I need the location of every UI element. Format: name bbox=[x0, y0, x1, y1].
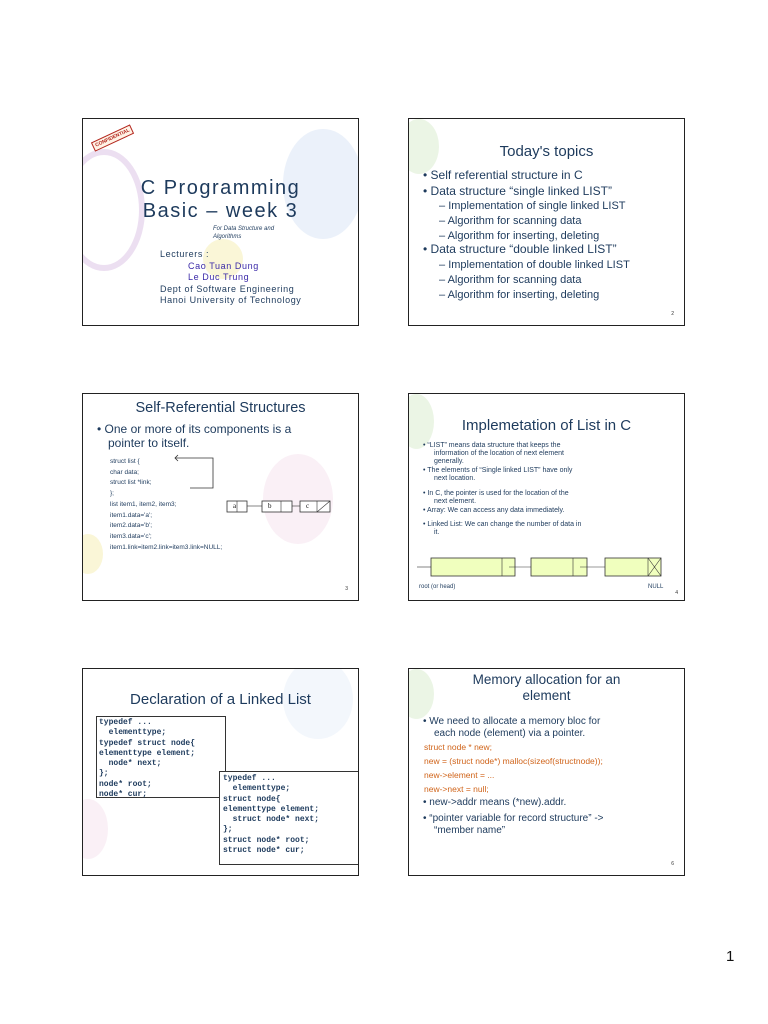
university: Hanoi University of Technology bbox=[160, 295, 302, 305]
linked-list-diagram bbox=[409, 394, 684, 600]
slide-title-text: Implemetation of List in C bbox=[461, 417, 632, 434]
bullet-text: generally. bbox=[434, 458, 464, 465]
slide-self-referential bbox=[82, 393, 359, 601]
topic-subitem: – Implementation of double linked LIST bbox=[439, 259, 630, 271]
confidential-stamp: CONFIDENTIAL bbox=[91, 124, 134, 151]
slide-list-implementation bbox=[408, 393, 685, 601]
slide-title-text: Self-Referential Structures bbox=[135, 400, 306, 416]
code-line: new->next = null; bbox=[424, 784, 489, 794]
slide-memory-allocation bbox=[408, 668, 685, 876]
slide-page-number: 3 bbox=[345, 586, 348, 592]
bullet-text: pointer to itself. bbox=[108, 436, 190, 450]
bullet-text: next element. bbox=[434, 498, 477, 505]
slide-declaration bbox=[82, 668, 359, 876]
null-label: NULL bbox=[648, 584, 664, 590]
lecturer-name: Cao Tuan Dung bbox=[188, 260, 259, 271]
slide-page-number: 6 bbox=[671, 861, 674, 867]
bullet-text: • “LIST” means data structure that keeps the bbox=[423, 442, 561, 449]
title-line-1: C Programming bbox=[140, 177, 301, 199]
topic-subitem: – Implementation of single linked LIST bbox=[439, 200, 626, 212]
bullet-text: • Array: We can access any data immediately. bbox=[423, 507, 565, 514]
bullet-text: • We need to allocate a memory bloc for bbox=[423, 716, 601, 727]
node-label: c bbox=[306, 502, 310, 510]
bullet-text: • In C, the pointer is used for the location of the bbox=[423, 490, 569, 497]
bullet-text: information of the location of next element bbox=[434, 450, 564, 457]
bullet-text: • The elements of “Single linked LIST” have only bbox=[423, 467, 573, 474]
slide-title-text: Declaration of a Linked List bbox=[130, 691, 311, 708]
bullet-text: • One or more of its components is a bbox=[97, 422, 292, 436]
topic-item: • Data structure “double linked LIST” bbox=[423, 242, 617, 256]
root-label: root (or head) bbox=[419, 584, 456, 590]
bullet-text: • new->addr means (*new).addr. bbox=[423, 797, 567, 808]
slide-title-text: Today's topics bbox=[499, 143, 594, 160]
bullet-text: it. bbox=[434, 529, 440, 536]
topic-subitem: – Algorithm for scanning data bbox=[439, 274, 582, 286]
slide-page-number: 4 bbox=[675, 590, 678, 596]
node-label: a bbox=[233, 502, 237, 510]
bullet-text: “member name” bbox=[434, 825, 506, 836]
code-line: new = (struct node*) malloc(sizeof(structnode)); bbox=[424, 756, 603, 766]
title-line-2: element bbox=[522, 688, 571, 703]
balloon-decoration bbox=[82, 799, 108, 859]
subtitle-line-2: Algorithms bbox=[213, 234, 242, 240]
code-sample: struct list { char data; struct list *link; }; list item1, item2, item3; item1.data='a'; item2.data='b'; item3.data='c'; item1.link=item2.link=item3.link=NULL; bbox=[110, 458, 223, 551]
slide-topics bbox=[408, 118, 685, 326]
title-line-2: Basic – week 3 bbox=[142, 200, 299, 222]
bullet-text: next location. bbox=[434, 475, 476, 482]
page-number: 1 bbox=[726, 948, 735, 965]
topic-item: • Data structure “single linked LIST” bbox=[423, 184, 612, 198]
lecturers-label: Lecturers : bbox=[160, 249, 210, 259]
lecturer-name: Le Duc Trung bbox=[188, 272, 250, 282]
subtitle-line-1: For Data Structure and bbox=[213, 226, 275, 232]
bullet-text: each node (element) via a pointer. bbox=[434, 728, 586, 739]
topic-subitem: – Algorithm for inserting, deleting bbox=[439, 230, 600, 242]
topic-subitem: – Algorithm for scanning data bbox=[439, 215, 582, 227]
bullet-text: • “pointer variable for record structure” -> bbox=[423, 813, 604, 824]
bullet-text: • Linked List: We can change the number of data in bbox=[423, 521, 582, 528]
code-line: struct node * new; bbox=[424, 742, 493, 752]
topic-subitem: – Algorithm for inserting, deleting bbox=[439, 289, 600, 301]
department: Dept of Software Engineering bbox=[160, 283, 295, 294]
code-box-struct: typedef ... elementtype; struct node{ elementtype element; struct node* next; }; struct node* root; struct node* cur; bbox=[219, 771, 359, 865]
code-box-typedef: typedef ... elementtype; typedef struct node{ elementtype element; node* next; }; node* root; node* cur; bbox=[96, 716, 226, 798]
title-line-1: Memory allocation for an bbox=[472, 672, 621, 687]
self-pointer-diagram bbox=[83, 394, 358, 600]
node-label: b bbox=[268, 502, 272, 510]
slide-page-number: 2 bbox=[671, 311, 674, 317]
topic-item: • Self referential structure in C bbox=[423, 168, 583, 182]
slide-title bbox=[82, 118, 359, 326]
code-line: new->element = ... bbox=[424, 770, 495, 780]
